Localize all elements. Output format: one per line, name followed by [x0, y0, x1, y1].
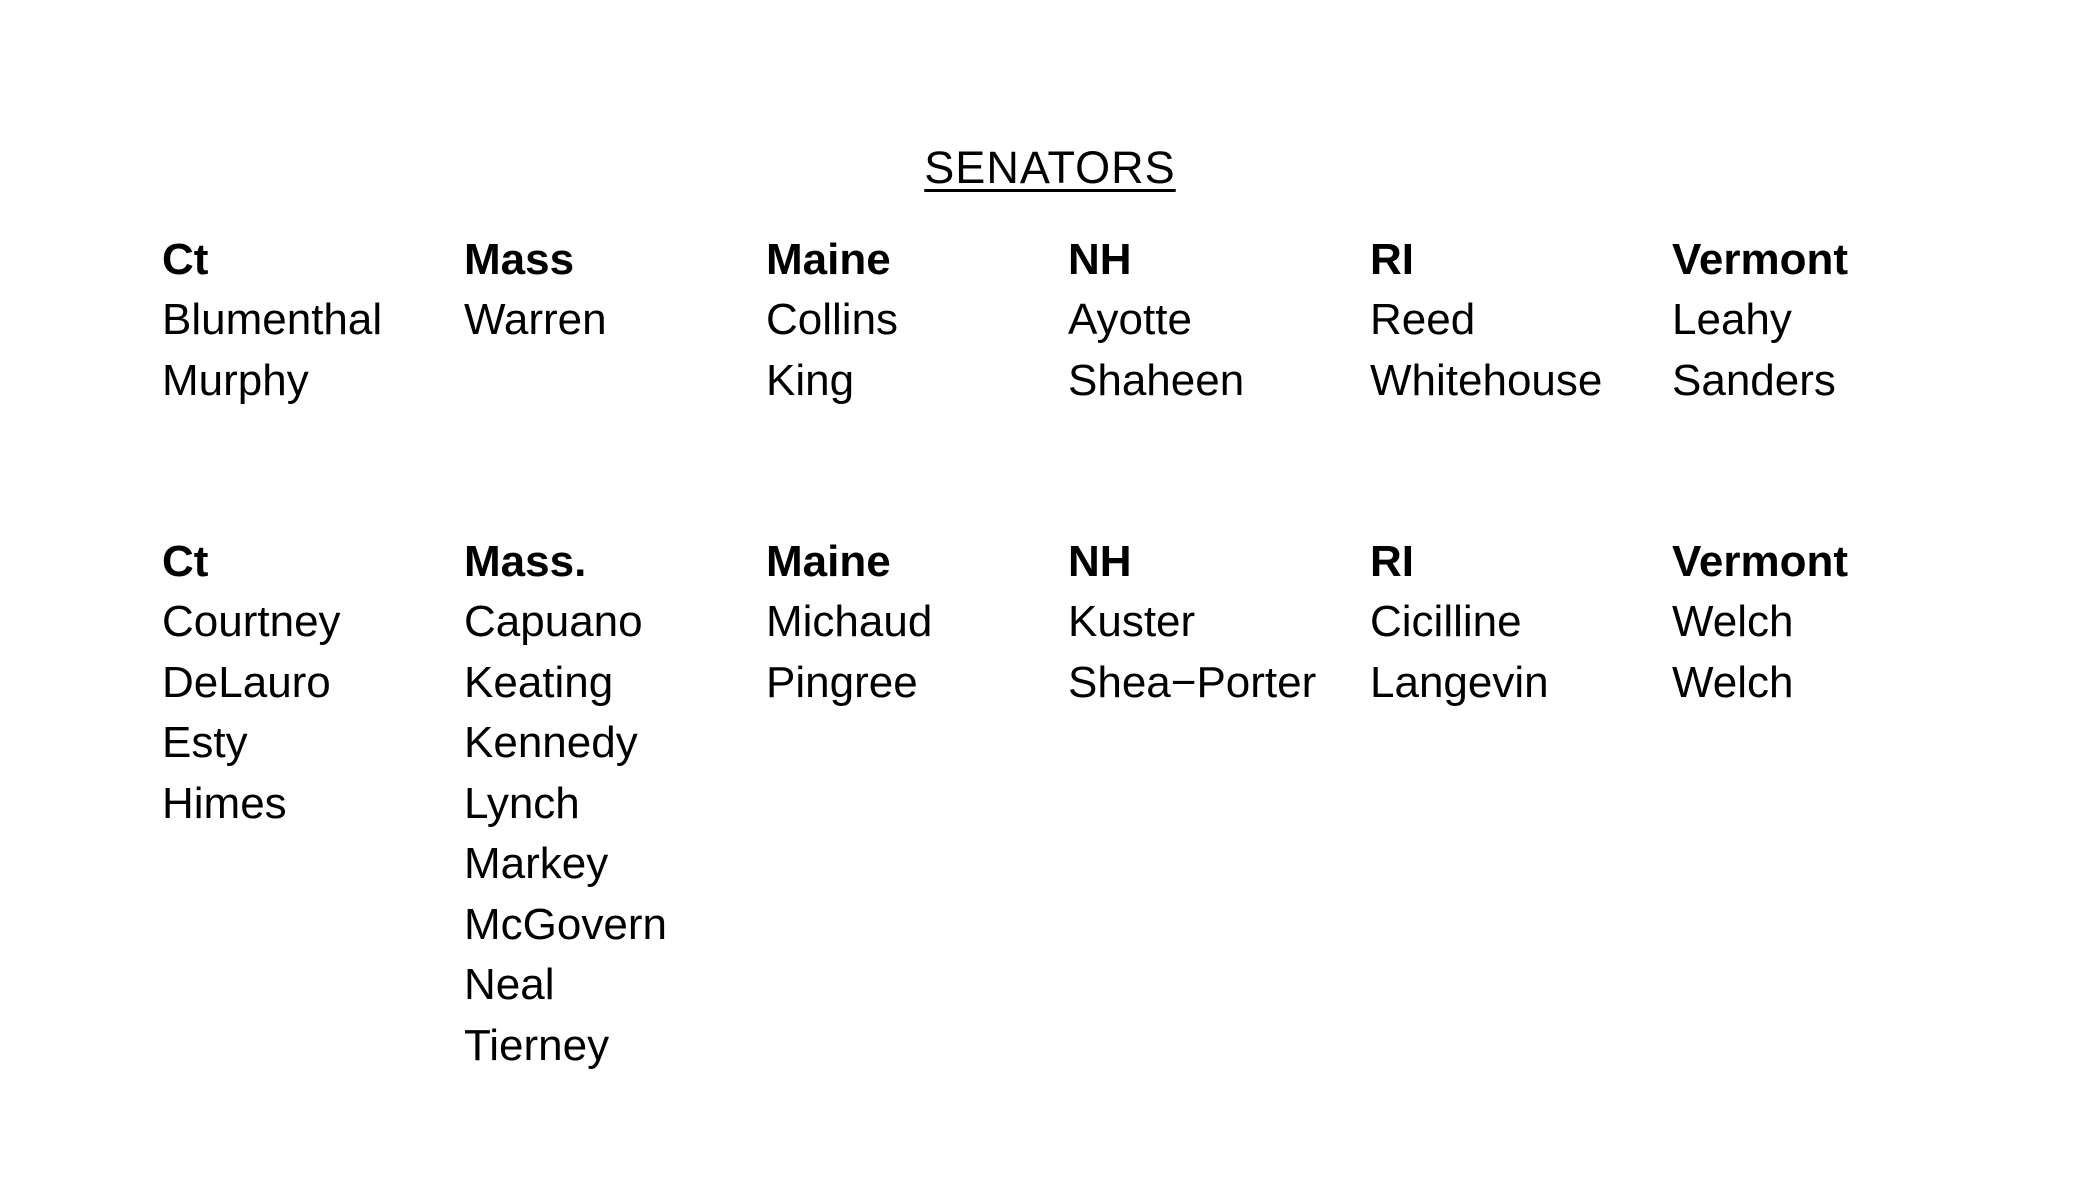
- representative-name: Langevin: [1370, 657, 1549, 707]
- state-column: [1370, 532, 1672, 1076]
- state-column: [162, 230, 464, 411]
- senator-name: Murphy: [162, 355, 309, 405]
- state-heading: Vermont: [1672, 537, 1849, 586]
- senator-name: Blumenthal: [162, 295, 383, 344]
- representative-name: Neal: [464, 960, 555, 1009]
- state-column: [162, 532, 464, 1076]
- senators-table: [162, 230, 1974, 411]
- state-heading: Mass: [464, 235, 575, 284]
- representative-name: Welch: [1672, 597, 1794, 646]
- representative-name: DeLauro: [162, 657, 331, 707]
- state-heading: Ct: [162, 235, 209, 284]
- senator-name: Whitehouse: [1370, 355, 1603, 405]
- representative-name: Himes: [162, 778, 287, 828]
- senator-name: Ayotte: [1068, 295, 1192, 344]
- representative-name: Shea−Porter: [1068, 657, 1317, 707]
- state-column: [766, 532, 1068, 1076]
- state-heading: Maine: [766, 537, 891, 586]
- state-heading: RI: [1370, 537, 1414, 586]
- representative-name: Welch: [1672, 657, 1794, 707]
- senator-name: Sanders: [1672, 355, 1836, 405]
- senator-name: Reed: [1370, 295, 1476, 344]
- state-heading: Vermont: [1672, 235, 1849, 284]
- state-heading: RI: [1370, 235, 1414, 284]
- representative-name: Markey: [464, 839, 609, 888]
- representative-name: Kennedy: [464, 718, 638, 767]
- page-title-text: SENATORS: [924, 142, 1176, 193]
- state-column: [766, 230, 1068, 411]
- state-heading: Maine: [766, 235, 891, 284]
- representative-name: Capuano: [464, 597, 643, 646]
- state-column: [464, 532, 766, 1076]
- senator-name: King: [766, 355, 855, 405]
- state-heading: NH: [1068, 537, 1132, 586]
- page-title: [0, 140, 2100, 196]
- state-column: [464, 230, 766, 411]
- state-heading: NH: [1068, 235, 1132, 284]
- representatives-table: [162, 532, 1974, 1076]
- state-column: [1068, 532, 1370, 1076]
- representative-name: Michaud: [766, 597, 933, 646]
- state-column: [1672, 230, 1974, 411]
- state-heading: Mass.: [464, 537, 587, 586]
- representative-name: Courtney: [162, 597, 341, 646]
- senator-name: Warren: [464, 295, 607, 344]
- representative-name: McGovern: [464, 899, 667, 949]
- senator-name: Collins: [766, 295, 899, 344]
- state-column: [1672, 532, 1974, 1076]
- senator-name: Shaheen: [1068, 355, 1245, 405]
- representative-name: Keating: [464, 657, 614, 707]
- representative-name: Kuster: [1068, 597, 1196, 646]
- representative-name: Cicilline: [1370, 597, 1522, 646]
- representative-name: Pingree: [766, 657, 918, 707]
- state-column: [1370, 230, 1672, 411]
- state-heading: Ct: [162, 537, 209, 586]
- representative-name: Esty: [162, 718, 248, 767]
- senator-name: Leahy: [1672, 295, 1792, 344]
- state-column: [1068, 230, 1370, 411]
- representative-name: Tierney: [464, 1020, 610, 1070]
- representative-name: Lynch: [464, 778, 580, 828]
